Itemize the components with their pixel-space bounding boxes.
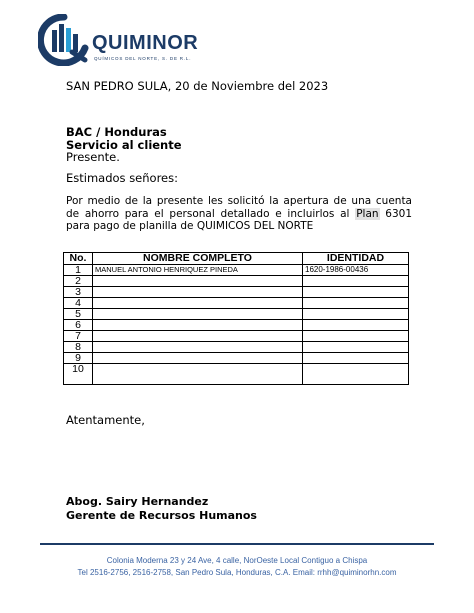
cell-no: 1	[64, 265, 93, 276]
table-row	[64, 265, 409, 276]
header-name: NOMBRE COMPLETO	[93, 253, 303, 265]
cell-no: 9	[64, 353, 93, 364]
table-row	[64, 353, 409, 364]
body-text-after: 6301 para pago de planilla de QUIMICOS DEL NORTE	[66, 207, 412, 232]
header-no: No.	[64, 253, 93, 265]
body-paragraph	[66, 195, 412, 233]
cell-no: 3	[64, 287, 93, 298]
cell-id	[303, 287, 409, 298]
cell-name	[93, 364, 303, 385]
table-row	[64, 320, 409, 331]
cell-no: 5	[64, 309, 93, 320]
signer-name: Abog. Sairy Hernandez	[66, 495, 209, 508]
signer-title: Gerente de Recursos Humanos	[66, 509, 257, 522]
closing: Atentamente,	[66, 413, 145, 427]
cell-no: 6	[64, 320, 93, 331]
cell-no: 8	[64, 342, 93, 353]
cell-name	[93, 320, 303, 331]
cell-name	[93, 276, 303, 287]
cell-name	[93, 342, 303, 353]
table-row	[64, 364, 409, 385]
recipient-line-1: BAC / Honduras	[66, 125, 167, 139]
table-header-row	[64, 253, 409, 265]
header-id: IDENTIDAD	[303, 253, 409, 265]
logo-tagline: QUÍMICOS DEL NORTE, S. DE R.L.	[94, 56, 192, 61]
logo-wordmark: QUIMINOR	[92, 32, 199, 54]
footer-address: Colonia Moderna 23 y 24 Ave, 4 calle, NorOeste Local Contiguo a Chispa	[106, 556, 368, 565]
company-logo	[38, 14, 198, 66]
cell-name	[93, 353, 303, 364]
body-text-before: Por medio de la presente les solicitó la apertura de una cuenta de ahorro para el personal detallado e incluirlos al	[66, 195, 412, 220]
greeting: Estimados señores:	[66, 171, 179, 185]
cell-id	[303, 298, 409, 309]
cell-no: 4	[64, 298, 93, 309]
table-row	[64, 309, 409, 320]
cell-id	[303, 331, 409, 342]
table-row	[64, 342, 409, 353]
footer-contact: Tel 2516-2756, 2516-2758, San Pedro Sula, Honduras, C.A. Email: rrhh@quiminorhn.com	[77, 568, 397, 577]
footer-divider	[40, 543, 434, 545]
plan-word-highlight: Plan	[356, 207, 379, 220]
cell-id	[303, 309, 409, 320]
cell-no: 10	[64, 364, 93, 385]
cell-name	[93, 331, 303, 342]
cell-id: 1620-1986-00436	[303, 265, 409, 276]
date-line: SAN PEDRO SULA, 20 de Noviembre del 2023	[66, 79, 329, 93]
logo-mark-icon	[38, 14, 90, 66]
table-row	[64, 276, 409, 287]
cell-name	[93, 298, 303, 309]
cell-name: MANUEL ANTONIO HENRIQUEZ PINEDA	[93, 265, 303, 276]
cell-no: 2	[64, 276, 93, 287]
recipient-line-3: Presente.	[66, 150, 120, 164]
employee-table	[63, 252, 409, 385]
table-row	[64, 298, 409, 309]
cell-id	[303, 276, 409, 287]
cell-name	[93, 309, 303, 320]
cell-name	[93, 287, 303, 298]
cell-id	[303, 353, 409, 364]
recipient-line-2: Servicio al cliente	[66, 138, 182, 152]
cell-id	[303, 342, 409, 353]
cell-id	[303, 364, 409, 385]
table-row	[64, 331, 409, 342]
cell-no: 7	[64, 331, 93, 342]
cell-id	[303, 320, 409, 331]
table-row	[64, 287, 409, 298]
